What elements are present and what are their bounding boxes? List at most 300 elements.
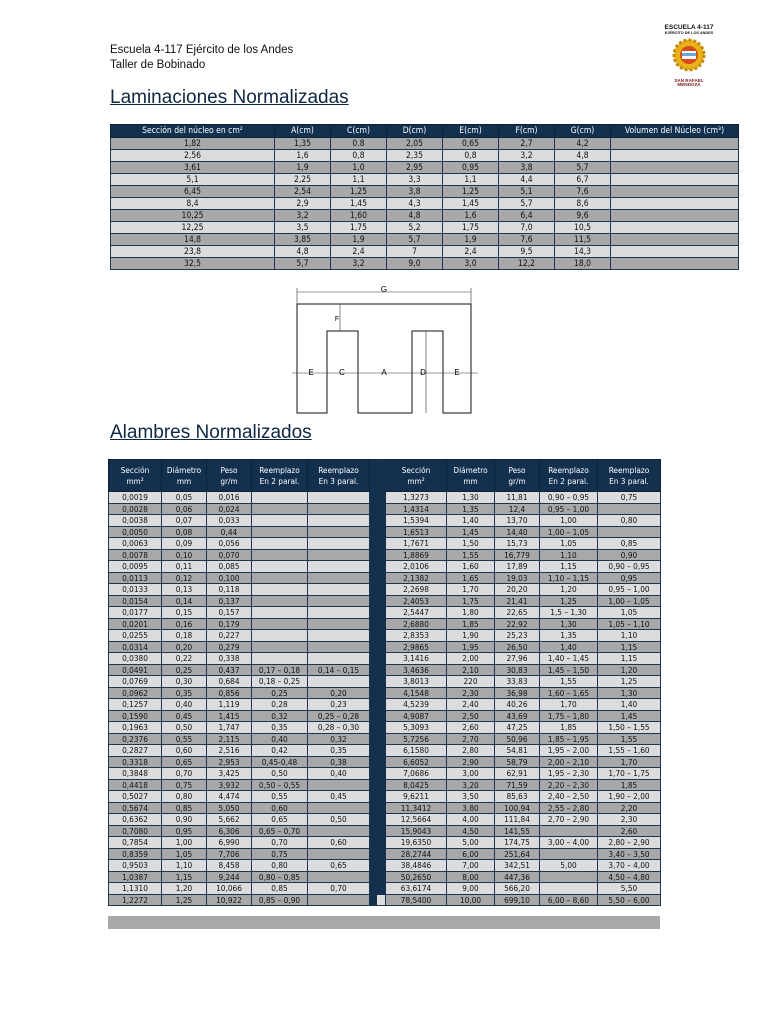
table-cell: 1,45	[447, 526, 495, 538]
table-cell: 0,024	[207, 503, 252, 515]
column-separator	[377, 802, 386, 814]
laminaciones-header: D(cm)	[387, 125, 443, 138]
laminaciones-header: Sección del núcleo en cm²	[111, 125, 275, 138]
table-cell: 0,0255	[109, 630, 162, 642]
table-cell: 5,662	[207, 814, 252, 826]
table-cell: 2,40 – 2,50	[540, 791, 598, 803]
table-cell: 6,1580	[386, 745, 447, 757]
table-cell	[252, 492, 308, 504]
label-f: F	[334, 316, 340, 323]
table-cell: 1,35	[540, 630, 598, 642]
table-cell	[252, 653, 308, 665]
column-separator	[377, 733, 386, 745]
column-separator	[377, 791, 386, 803]
table-cell: 3,425	[207, 768, 252, 780]
table-cell: 15,9043	[386, 825, 447, 837]
table-cell: 0,85	[252, 883, 308, 895]
header-line: Reemplazo	[259, 464, 300, 475]
table-cell	[611, 138, 739, 150]
table-cell: 3,40 – 3,50	[598, 848, 661, 860]
table-cell	[308, 492, 370, 504]
table-cell	[611, 210, 739, 222]
table-cell: 1,00 – 1,05	[598, 595, 661, 607]
table-cell: 2,20 – 2,30	[540, 779, 598, 791]
table-cell	[308, 607, 370, 619]
table-cell	[308, 561, 370, 573]
table-cell: 3,2	[499, 150, 555, 162]
column-separator	[377, 837, 386, 849]
table-cell	[308, 871, 370, 883]
table-cell: 1,20	[598, 664, 661, 676]
table-cell: 0,3318	[109, 756, 162, 768]
table-cell	[308, 802, 370, 814]
column-separator	[377, 664, 386, 676]
laminaciones-title: Laminaciones Normalizadas	[110, 87, 349, 108]
table-cell: 54,81	[495, 745, 540, 757]
label-g: G	[380, 285, 388, 294]
column-separator	[370, 733, 377, 745]
table-cell: 2,70 – 2,90	[540, 814, 598, 826]
table-cell: 1,45	[331, 198, 387, 210]
column-separator	[370, 722, 377, 734]
table-row	[109, 618, 661, 630]
table-cell: 0,0019	[109, 492, 162, 504]
table-cell: 1,0387	[109, 871, 162, 883]
table-cell: 14,8	[111, 234, 275, 246]
table-cell: 2,10	[447, 664, 495, 676]
school-name: Escuela 4-117 Ejército de los Andes	[110, 44, 294, 56]
table-cell: 0,45	[162, 710, 207, 722]
column-separator	[377, 710, 386, 722]
table-row	[109, 503, 661, 515]
table-cell: 220	[447, 676, 495, 688]
table-cell	[598, 503, 661, 515]
table-cell: 1,82	[111, 138, 275, 150]
table-row	[109, 607, 661, 619]
header-line: mm²	[126, 475, 144, 486]
table-cell: 1,75 – 1,80	[540, 710, 598, 722]
header-line: En 2 paral.	[259, 475, 300, 486]
table-cell: 47,25	[495, 722, 540, 734]
laminaciones-header: Volumen del Núcleo (cm³)	[611, 125, 739, 138]
alambres-header-peso-left	[207, 460, 252, 492]
table-cell: 0,80	[162, 791, 207, 803]
table-cell: 0,0078	[109, 549, 162, 561]
table-cell: 1,85	[540, 722, 598, 734]
table-row	[109, 630, 661, 642]
table-cell: 1,85 – 1,95	[540, 733, 598, 745]
table-cell: 0,85	[162, 802, 207, 814]
table-cell: 15,73	[495, 538, 540, 550]
table-cell: 1,10	[598, 630, 661, 642]
table-cell: 1,30	[447, 492, 495, 504]
table-cell: 1,55 – 1,60	[598, 745, 661, 757]
table-cell: 0,65	[162, 756, 207, 768]
table-cell: 2,30	[447, 687, 495, 699]
column-separator	[370, 779, 377, 791]
table-cell: 1,40	[447, 515, 495, 527]
table-cell: 2,953	[207, 756, 252, 768]
table-cell: 699,10	[495, 894, 540, 906]
table-cell: 5,50 – 6,00	[598, 894, 661, 906]
table-cell: 3,8	[499, 162, 555, 174]
table-cell: 1,50 – 1,55	[598, 722, 661, 734]
column-separator	[370, 492, 377, 504]
table-row	[109, 664, 661, 676]
table-cell: 0,085	[207, 561, 252, 573]
table-cell: 0,2827	[109, 745, 162, 757]
table-cell: 1,9	[275, 162, 331, 174]
table-cell: 2,1382	[386, 572, 447, 584]
table-cell: 50,2650	[386, 871, 447, 883]
table-cell: 1,60	[331, 210, 387, 222]
table-cell: 2,4053	[386, 595, 447, 607]
table-cell: 1,05	[162, 848, 207, 860]
column-separator	[377, 825, 386, 837]
table-cell: 12,2	[499, 258, 555, 270]
table-cell: 7,0686	[386, 768, 447, 780]
table-cell: 0,056	[207, 538, 252, 550]
table-cell: 0,80 – 0,85	[252, 871, 308, 883]
column-separator	[370, 883, 377, 895]
table-cell	[252, 630, 308, 642]
table-cell: 0,0133	[109, 584, 162, 596]
table-cell: 1,15	[598, 641, 661, 653]
table-cell: 4,9087	[386, 710, 447, 722]
table-cell: 5,7256	[386, 733, 447, 745]
table-cell: 4,50 – 4,80	[598, 871, 661, 883]
table-cell: 0,65	[443, 138, 499, 150]
table-cell: 3,00 – 4,00	[540, 837, 598, 849]
table-row	[109, 814, 661, 826]
column-separator	[377, 526, 386, 538]
table-cell: 38,4846	[386, 860, 447, 872]
table-cell: 1,25	[540, 595, 598, 607]
table-cell: 1,70	[447, 584, 495, 596]
table-cell: 0.8	[331, 138, 387, 150]
table-row	[109, 538, 661, 550]
table-cell: 0,0063	[109, 538, 162, 550]
table-cell: 0,1257	[109, 699, 162, 711]
label-c: C	[339, 368, 345, 377]
table-cell: 0,15	[162, 607, 207, 619]
header-line: Diámetro	[453, 464, 488, 475]
table-cell: 0,100	[207, 572, 252, 584]
table-cell: 0,5027	[109, 791, 162, 803]
table-cell: 6,306	[207, 825, 252, 837]
table-cell: 2,0106	[386, 561, 447, 573]
alambres-header-r2-left	[252, 460, 308, 492]
table-cell: 2,40	[447, 699, 495, 711]
table-cell: 0,35	[162, 687, 207, 699]
table-row	[109, 676, 661, 688]
table-row	[109, 733, 661, 745]
table-cell: 1,55	[598, 733, 661, 745]
label-a: A	[381, 368, 387, 377]
table-cell: 0,684	[207, 676, 252, 688]
header-line: Peso	[508, 464, 526, 475]
table-cell: 0,18 – 0,25	[252, 676, 308, 688]
table-cell: 5,1	[499, 186, 555, 198]
table-cell: 2,4	[331, 246, 387, 258]
table-cell: 0,06	[162, 503, 207, 515]
laminaciones-header: C(cm)	[331, 125, 387, 138]
table-cell: 3,8	[387, 186, 443, 198]
column-separator	[370, 860, 377, 872]
table-cell: 1,10	[162, 860, 207, 872]
table-row	[111, 150, 739, 162]
table-cell: 10,5	[555, 222, 611, 234]
table-cell	[611, 222, 739, 234]
table-cell: 1,00 – 1,05	[540, 526, 598, 538]
table-cell: 0,95	[162, 825, 207, 837]
table-row	[109, 653, 661, 665]
table-row	[109, 641, 661, 653]
table-cell: 10,922	[207, 894, 252, 906]
table-cell	[611, 174, 739, 186]
table-row	[109, 848, 661, 860]
table-cell: 0,95 – 1,00	[540, 503, 598, 515]
column-separator	[377, 572, 386, 584]
table-cell: 19,03	[495, 572, 540, 584]
column-separator	[370, 641, 377, 653]
table-cell: 0,0050	[109, 526, 162, 538]
table-cell: 7,6	[555, 186, 611, 198]
label-d: D	[420, 368, 426, 377]
table-cell: 1,35	[275, 138, 331, 150]
table-cell: 0,033	[207, 515, 252, 527]
table-cell: 1,85	[447, 618, 495, 630]
table-cell	[308, 515, 370, 527]
table-cell: 0,70	[308, 883, 370, 895]
table-cell: 11,5	[555, 234, 611, 246]
table-row	[111, 258, 739, 270]
table-row	[109, 584, 661, 596]
lamination-diagram	[290, 281, 480, 421]
table-cell: 0,28 – 0,30	[308, 722, 370, 734]
table-cell: 2,60	[598, 825, 661, 837]
table-cell: 7,00	[447, 860, 495, 872]
school-logo	[656, 24, 722, 86]
column-separator	[377, 676, 386, 688]
table-cell: 7,706	[207, 848, 252, 860]
header-line: Reemplazo	[608, 464, 650, 475]
table-cell: 1,6513	[386, 526, 447, 538]
table-cell: 0,2376	[109, 733, 162, 745]
table-cell: 1,75	[443, 222, 499, 234]
logo-line3: SAN RAFAEL	[674, 78, 704, 83]
header-line: En 3 paral.	[318, 475, 359, 486]
table-cell: 16,779	[495, 549, 540, 561]
table-cell: 0,14 – 0,15	[308, 664, 370, 676]
table-cell: 71,59	[495, 779, 540, 791]
table-cell: 2,20	[598, 802, 661, 814]
table-cell: 0,5674	[109, 802, 162, 814]
table-cell: 2,2698	[386, 584, 447, 596]
table-cell: 111,84	[495, 814, 540, 826]
table-cell: 3,8013	[386, 676, 447, 688]
table-cell: 100,94	[495, 802, 540, 814]
table-cell: 1,90	[447, 630, 495, 642]
table-cell: 1,20	[540, 584, 598, 596]
table-cell: 1,10	[540, 549, 598, 561]
table-cell: 0,05	[162, 492, 207, 504]
table-cell: 0,118	[207, 584, 252, 596]
table-cell: 63,6174	[386, 883, 447, 895]
table-cell	[308, 825, 370, 837]
table-row	[109, 710, 661, 722]
table-cell: 5,2	[387, 222, 443, 234]
table-row	[109, 768, 661, 780]
table-cell: 0,22	[162, 653, 207, 665]
table-cell	[540, 825, 598, 837]
table-cell: 1,6	[443, 210, 499, 222]
table-cell: 0,45-0,48	[252, 756, 308, 768]
table-cell: 2,9865	[386, 641, 447, 653]
column-separator	[377, 641, 386, 653]
table-cell: 0,55	[252, 791, 308, 803]
table-cell	[308, 526, 370, 538]
table-cell: 2,54	[275, 186, 331, 198]
table-cell: 1,35	[447, 503, 495, 515]
table-row	[109, 687, 661, 699]
table-cell: 2,90	[447, 756, 495, 768]
table-cell: 1,25	[443, 186, 499, 198]
column-separator	[370, 687, 377, 699]
table-cell: 0,40	[308, 768, 370, 780]
table-cell: 2,80	[447, 745, 495, 757]
table-cell: 1,55	[447, 549, 495, 561]
table-cell: 0,16	[162, 618, 207, 630]
table-cell: 17,89	[495, 561, 540, 573]
table-cell: 3,5	[275, 222, 331, 234]
table-cell: 0,45	[308, 791, 370, 803]
table-cell: 7,0	[499, 222, 555, 234]
table-cell: 1,60	[447, 561, 495, 573]
table-cell: 1,65	[447, 572, 495, 584]
header-line: Sección	[120, 464, 150, 475]
logo-line2: EJÉRCITO DE LOS ANDES	[664, 31, 714, 35]
table-cell: 1,70	[540, 699, 598, 711]
table-cell	[252, 526, 308, 538]
column-separator	[377, 687, 386, 699]
table-cell: 6,45	[111, 186, 275, 198]
alambres-header-diametro-left	[162, 460, 207, 492]
table-cell: 10,066	[207, 883, 252, 895]
table-row	[109, 779, 661, 791]
table-cell: 0,09	[162, 538, 207, 550]
table-cell: 0,20	[162, 641, 207, 653]
table-cell: 0,0113	[109, 572, 162, 584]
table-cell: 0,179	[207, 618, 252, 630]
gear-emblem-icon	[656, 36, 722, 74]
table-cell: 62,91	[495, 768, 540, 780]
alambres-header-r3-right	[598, 460, 661, 492]
table-cell: 0,35	[252, 722, 308, 734]
table-cell: 1,80	[447, 607, 495, 619]
table-cell: 3,932	[207, 779, 252, 791]
table-cell: 0,55	[162, 733, 207, 745]
table-cell	[252, 503, 308, 515]
table-cell: 1,15	[162, 871, 207, 883]
table-cell: 2,00 – 2,10	[540, 756, 598, 768]
table-cell: 36,98	[495, 687, 540, 699]
table-cell: 5,1	[111, 174, 275, 186]
table-cell: 141,55	[495, 825, 540, 837]
table-cell: 4,5239	[386, 699, 447, 711]
table-cell: 0,65 – 0,70	[252, 825, 308, 837]
table-cell: 50,96	[495, 733, 540, 745]
column-separator	[370, 460, 377, 492]
alambres-header-peso-right	[495, 460, 540, 492]
table-cell: 2,60	[447, 722, 495, 734]
table-cell	[308, 779, 370, 791]
table-cell: 8,0425	[386, 779, 447, 791]
column-separator	[377, 883, 386, 895]
column-separator	[377, 871, 386, 883]
table-cell: 0,12	[162, 572, 207, 584]
table-cell	[252, 538, 308, 550]
table-cell: 1,9	[331, 234, 387, 246]
table-cell: 1,40	[598, 699, 661, 711]
table-row	[111, 222, 739, 234]
table-cell: 3,20	[447, 779, 495, 791]
table-cell: 2,35	[387, 150, 443, 162]
table-cell: 9,0	[387, 258, 443, 270]
table-cell: 1,40 – 1,45	[540, 653, 598, 665]
table-row	[109, 871, 661, 883]
table-cell: 0,50	[252, 768, 308, 780]
table-cell: 2,00	[447, 653, 495, 665]
table-cell: 0,070	[207, 549, 252, 561]
table-cell: 2,4	[443, 246, 499, 258]
table-row	[109, 745, 661, 757]
table-cell: 40,26	[495, 699, 540, 711]
table-row	[111, 246, 739, 258]
table-cell: 2,70	[447, 733, 495, 745]
table-cell: 4,00	[447, 814, 495, 826]
table-cell: 3,70 – 4,00	[598, 860, 661, 872]
table-cell: 1,415	[207, 710, 252, 722]
table-cell: 342,51	[495, 860, 540, 872]
header-line: Diámetro	[166, 464, 202, 475]
column-separator	[377, 561, 386, 573]
table-cell: 1,70	[598, 756, 661, 768]
document-header	[110, 43, 293, 73]
table-cell: 4,2	[555, 138, 611, 150]
table-cell: 0,7080	[109, 825, 162, 837]
table-cell: 0,0028	[109, 503, 162, 515]
table-cell: 0,80	[252, 860, 308, 872]
table-cell: 0,32	[308, 733, 370, 745]
table-cell: 2,516	[207, 745, 252, 757]
table-cell: 0,07	[162, 515, 207, 527]
table-cell: 3,2	[331, 258, 387, 270]
table-cell: 0,95	[598, 572, 661, 584]
table-cell: 1,7671	[386, 538, 447, 550]
table-cell: 0,25	[162, 664, 207, 676]
table-cell: 11,81	[495, 492, 540, 504]
column-separator	[377, 538, 386, 550]
table-cell	[611, 246, 739, 258]
label-e-right: E	[454, 368, 460, 377]
table-cell: 3,2	[275, 210, 331, 222]
header-line: mm	[176, 475, 192, 486]
table-cell: 9,5	[499, 246, 555, 258]
table-cell	[252, 572, 308, 584]
table-cell	[308, 618, 370, 630]
table-cell: 0,18	[162, 630, 207, 642]
